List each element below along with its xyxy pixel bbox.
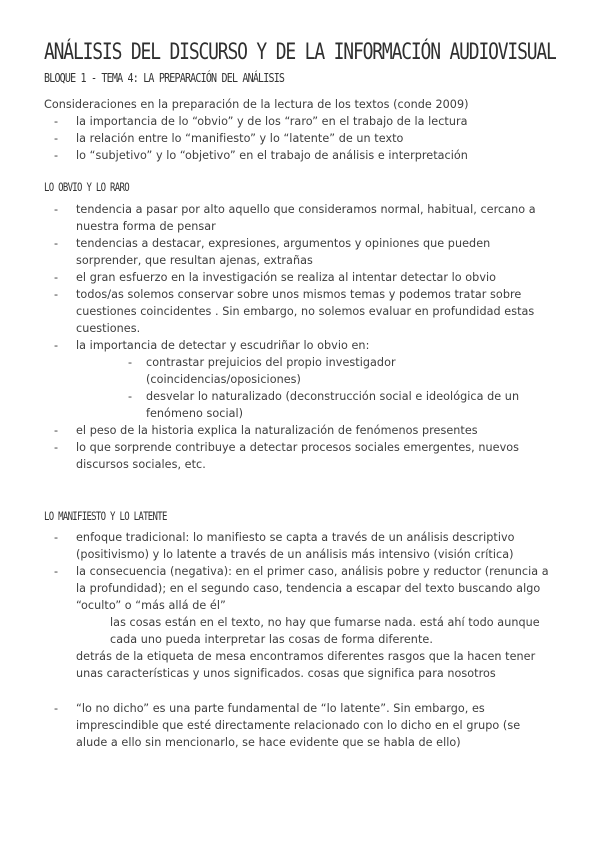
s2-note-line-1: las cosas están en el texto, no hay que fumarse nada. está ahí todo aunque [110,616,540,629]
section-heading-manifiesto: LO MANIFIESTO Y LO LATENTE [44,511,167,524]
bullet-dash: - [54,271,59,284]
s2-item-2-line-2: la profundidad); en el segundo caso, tendencia a escapar del texto buscando algo [76,582,541,595]
bullet-dash: - [54,702,59,715]
document-subtitle: BLOQUE 1 - TEMA 4: LA PREPARACIÓN DEL ANÁLISIS [44,72,285,86]
s2-para-line-1: detrás de la etiqueta de mesa encontramos diferentes rasgos que la hacen tener [76,650,536,663]
s2-item-3-line-3: alude a ello sin mencionarlo, se hace evidente que se habla de ello) [76,736,461,749]
bullet-dash: - [54,237,59,250]
s2-item-3-line-2: imprescindible que esté directamente relacionado con lo dicho en el grupo (se [76,719,521,732]
s1-sub-1-line-1: contrastar prejuicios del propio investigador [146,356,396,369]
bullet-dash: - [54,132,59,145]
s1-item-4-line-3: cuestiones. [76,322,141,335]
s2-item-1-line-2: (positivismo) y lo latente a través de un análisis más intensivo (visión crítica) [76,548,514,561]
document-title: ANÁLISIS DEL DISCURSO Y DE LA INFORMACIÓN AUDIOVISUAL [44,40,556,66]
s1-item-2-line-1: tendencias a destacar, expresiones, argumentos y opiniones que pueden [76,237,491,250]
s1-item-5-line-1: la importancia de detectar y escudriñar lo obvio en: [76,339,370,352]
bullet-dash: - [54,531,59,544]
s1-sub-2-line-2: fenómeno social) [146,407,244,420]
s1-item-1-line-2: nuestra forma de pensar [76,220,216,233]
s2-para-line-2: unas características y unos significados. cosas que significa para nosotros [76,667,496,680]
s1-item-7-line-2: discursos sociales, etc. [76,458,206,471]
bullet-dash: - [128,356,133,369]
s1-sub-1-line-2: (coincidencias/oposiciones) [146,373,301,386]
s1-item-2-line-2: sorprender, que resultan ajenas, extrañas [76,254,313,267]
s1-item-3-line-1: el gran esfuerzo en la investigación se realiza al intentar detectar lo obvio [76,271,497,284]
s1-item-7-line-1: lo que sorprende contribuye a detectar procesos sociales emergentes, nuevos [76,441,520,454]
bullet-dash: - [54,203,59,216]
bullet-dash: - [54,288,59,301]
intro-item-2: la relación entre lo “manifiesto” y lo “latente” de un texto [76,132,404,145]
bullet-dash: - [54,339,59,352]
s1-item-4-line-1: todos/as solemos conservar sobre unos mismos temas y podemos tratar sobre [76,288,522,301]
section-heading-obvio: LO OBVIO Y LO RARO [44,182,129,195]
bullet-dash: - [54,565,59,578]
bullet-dash: - [128,390,133,403]
intro-heading: Consideraciones en la preparación de la lectura de los textos (conde 2009) [44,98,469,111]
s2-note-line-2: cada uno pueda interpretar las cosas de forma diferente. [110,633,433,646]
intro-item-1: la importancia de lo “obvio” y de los “raro” en el trabajo de la lectura [76,115,468,128]
s1-item-6-line-1: el peso de la historia explica la naturalización de fenómenos presentes [76,424,478,437]
bullet-dash: - [54,115,59,128]
intro-item-3: lo “subjetivo” y lo “objetivo” en el trabajo de análisis e interpretación [76,149,468,162]
bullet-dash: - [54,149,59,162]
s1-item-4-line-2: cuestiones coincidentes . Sin embargo, no solemos evaluar en profundidad estas [76,305,535,318]
s2-item-3-line-1: “lo no dicho” es una parte fundamental de “lo latente”. Sin embargo, es [76,702,485,715]
bullet-dash: - [54,424,59,437]
s2-item-1-line-1: enfoque tradicional: lo manifiesto se capta a través de un análisis descriptivo [76,531,515,544]
s1-item-1-line-1: tendencia a pasar por alto aquello que consideramos normal, habitual, cercano a [76,203,536,216]
s1-sub-2-line-1: desvelar lo naturalizado (deconstrucción social e ideológica de un [146,390,520,403]
bullet-dash: - [54,441,59,454]
s2-item-2-line-1: la consecuencia (negativa): en el primer caso, análisis pobre y reductor (renuncia a [76,565,549,578]
s2-item-2-line-3: “oculto” o “más allá de él” [76,599,226,612]
